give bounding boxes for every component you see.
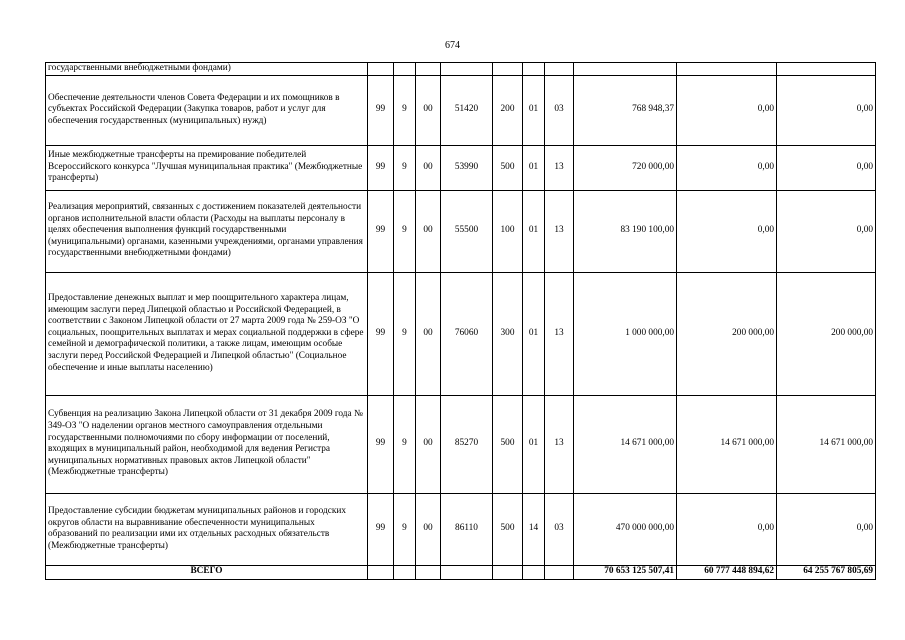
code-subsection: 03 bbox=[545, 493, 574, 565]
total-row bbox=[46, 565, 876, 579]
code-expense-type: 200 bbox=[493, 75, 523, 145]
code-program: 99 bbox=[368, 75, 394, 145]
code-subprogram: 9 bbox=[394, 395, 416, 493]
page-number: 674 bbox=[445, 40, 460, 51]
table-row bbox=[46, 272, 876, 395]
code-section: 01 bbox=[523, 395, 545, 493]
code-direction: 00 bbox=[416, 145, 441, 190]
code-article bbox=[441, 63, 493, 76]
code-section: 01 bbox=[523, 75, 545, 145]
row-description: государственными внебюджетными фондами) bbox=[46, 63, 368, 76]
amount-year-3: 0,00 bbox=[777, 75, 876, 145]
amount-year-2: 0,00 bbox=[677, 75, 777, 145]
empty-cell bbox=[416, 565, 441, 579]
code-direction: 00 bbox=[416, 272, 441, 395]
code-article: 53990 bbox=[441, 145, 493, 190]
code-expense-type: 500 bbox=[493, 493, 523, 565]
code-expense-type: 300 bbox=[493, 272, 523, 395]
empty-cell bbox=[523, 565, 545, 579]
code-program: 99 bbox=[368, 395, 394, 493]
amount-year-1: 470 000 000,00 bbox=[574, 493, 677, 565]
code-direction: 00 bbox=[416, 75, 441, 145]
amount-year-1: 1 000 000,00 bbox=[574, 272, 677, 395]
amount-year-3: 14 671 000,00 bbox=[777, 395, 876, 493]
code-direction: 00 bbox=[416, 493, 441, 565]
amount-year-1: 768 948,37 bbox=[574, 75, 677, 145]
table-body bbox=[46, 63, 876, 580]
code-article: 86110 bbox=[441, 493, 493, 565]
code-direction: 00 bbox=[416, 395, 441, 493]
code-subsection: 13 bbox=[545, 272, 574, 395]
amount-year-1 bbox=[574, 63, 677, 76]
code-program bbox=[368, 63, 394, 76]
code-section: 01 bbox=[523, 272, 545, 395]
empty-cell bbox=[545, 565, 574, 579]
table-row bbox=[46, 63, 876, 76]
code-article: 51420 bbox=[441, 75, 493, 145]
row-description: Иные межбюджетные трансферты на премирование победителей Всероссийского конкурса "Лучшая муниципальная практика" (Межбюджетные трансферты) bbox=[46, 145, 368, 190]
amount-year-1: 83 190 100,00 bbox=[574, 190, 677, 272]
code-subsection: 13 bbox=[545, 190, 574, 272]
amount-year-2: 0,00 bbox=[677, 145, 777, 190]
total-amount-3: 64 255 767 805,69 bbox=[777, 565, 876, 579]
code-subprogram: 9 bbox=[394, 145, 416, 190]
amount-year-3: 0,00 bbox=[777, 145, 876, 190]
amount-year-2: 200 000,00 bbox=[677, 272, 777, 395]
total-amount-1: 70 653 125 507,41 bbox=[574, 565, 677, 579]
empty-cell bbox=[368, 565, 394, 579]
amount-year-3: 0,00 bbox=[777, 190, 876, 272]
total-label: ВСЕГО bbox=[46, 565, 368, 579]
amount-year-3: 200 000,00 bbox=[777, 272, 876, 395]
table-row bbox=[46, 145, 876, 190]
row-description: Реализация мероприятий, связанных с достижением показателей деятельности органов исполнительной власти области (Расходы на выплаты персоналу в целях обеспечения выполнения функций государственными (муниципальными) органами, казенными учреждениями, органами управления государственными внебюджетными фондами) bbox=[46, 190, 368, 272]
table-row bbox=[46, 190, 876, 272]
code-subprogram bbox=[394, 63, 416, 76]
code-program: 99 bbox=[368, 493, 394, 565]
code-article: 85270 bbox=[441, 395, 493, 493]
code-subsection: 13 bbox=[545, 395, 574, 493]
code-direction: 00 bbox=[416, 190, 441, 272]
total-amount-2: 60 777 448 894,62 bbox=[677, 565, 777, 579]
amount-year-3: 0,00 bbox=[777, 493, 876, 565]
code-article: 76060 bbox=[441, 272, 493, 395]
code-expense-type: 500 bbox=[493, 145, 523, 190]
code-subsection: 03 bbox=[545, 75, 574, 145]
row-description: Обеспечение деятельности членов Совета Федерации и их помощников в субъектах Российской Федерации (Закупка товаров, работ и услуг для обеспечения государственных (муниципальных) нужд) bbox=[46, 75, 368, 145]
table-row bbox=[46, 493, 876, 565]
empty-cell bbox=[394, 565, 416, 579]
empty-cell bbox=[493, 565, 523, 579]
code-section bbox=[523, 63, 545, 76]
code-direction bbox=[416, 63, 441, 76]
amount-year-2 bbox=[677, 63, 777, 76]
table-row bbox=[46, 75, 876, 145]
budget-table bbox=[45, 62, 876, 580]
code-expense-type bbox=[493, 63, 523, 76]
code-program: 99 bbox=[368, 190, 394, 272]
code-subprogram: 9 bbox=[394, 190, 416, 272]
code-subsection: 13 bbox=[545, 145, 574, 190]
code-section: 01 bbox=[523, 190, 545, 272]
amount-year-3 bbox=[777, 63, 876, 76]
code-section: 14 bbox=[523, 493, 545, 565]
row-description: Предоставление субсидии бюджетам муниципальных районов и городских округов области на выравнивание обеспеченности муниципальных образований по реализации ими их отдельных расходных обязательств (Межбюджетные трансферты) bbox=[46, 493, 368, 565]
code-expense-type: 500 bbox=[493, 395, 523, 493]
amount-year-1: 14 671 000,00 bbox=[574, 395, 677, 493]
code-article: 55500 bbox=[441, 190, 493, 272]
code-program: 99 bbox=[368, 272, 394, 395]
code-section: 01 bbox=[523, 145, 545, 190]
amount-year-2: 14 671 000,00 bbox=[677, 395, 777, 493]
table-row bbox=[46, 395, 876, 493]
amount-year-1: 720 000,00 bbox=[574, 145, 677, 190]
code-subprogram: 9 bbox=[394, 272, 416, 395]
code-program: 99 bbox=[368, 145, 394, 190]
code-expense-type: 100 bbox=[493, 190, 523, 272]
code-subprogram: 9 bbox=[394, 493, 416, 565]
code-subsection bbox=[545, 63, 574, 76]
row-description: Предоставление денежных выплат и мер поощрительного характера лицам, имеющим заслуги перед Липецкой областью и Российской Федерацией, в соответствии с Законом Липецкой области от 27 марта 2009 года № 259-ОЗ "О социальных, поощрительных выплатах и мерах социальной поддержки в сфере семейной и демографической политики, а также лицам, имеющим особые заслуги перед Российской Федерацией и Липецкой областью" (Социальное обеспечение и иные выплаты населению) bbox=[46, 272, 368, 395]
row-description: Субвенция на реализацию Закона Липецкой области от 31 декабря 2009 года № 349-ОЗ "О наделении органов местного самоуправления отдельными государственными полномочиями по сбору информации от поселений, входящих в муниципальный район, необходимой для ведения Регистра муниципальных нормативных правовых актов Липецкой области" (Межбюджетные трансферты) bbox=[46, 395, 368, 493]
empty-cell bbox=[441, 565, 493, 579]
amount-year-2: 0,00 bbox=[677, 493, 777, 565]
amount-year-2: 0,00 bbox=[677, 190, 777, 272]
code-subprogram: 9 bbox=[394, 75, 416, 145]
